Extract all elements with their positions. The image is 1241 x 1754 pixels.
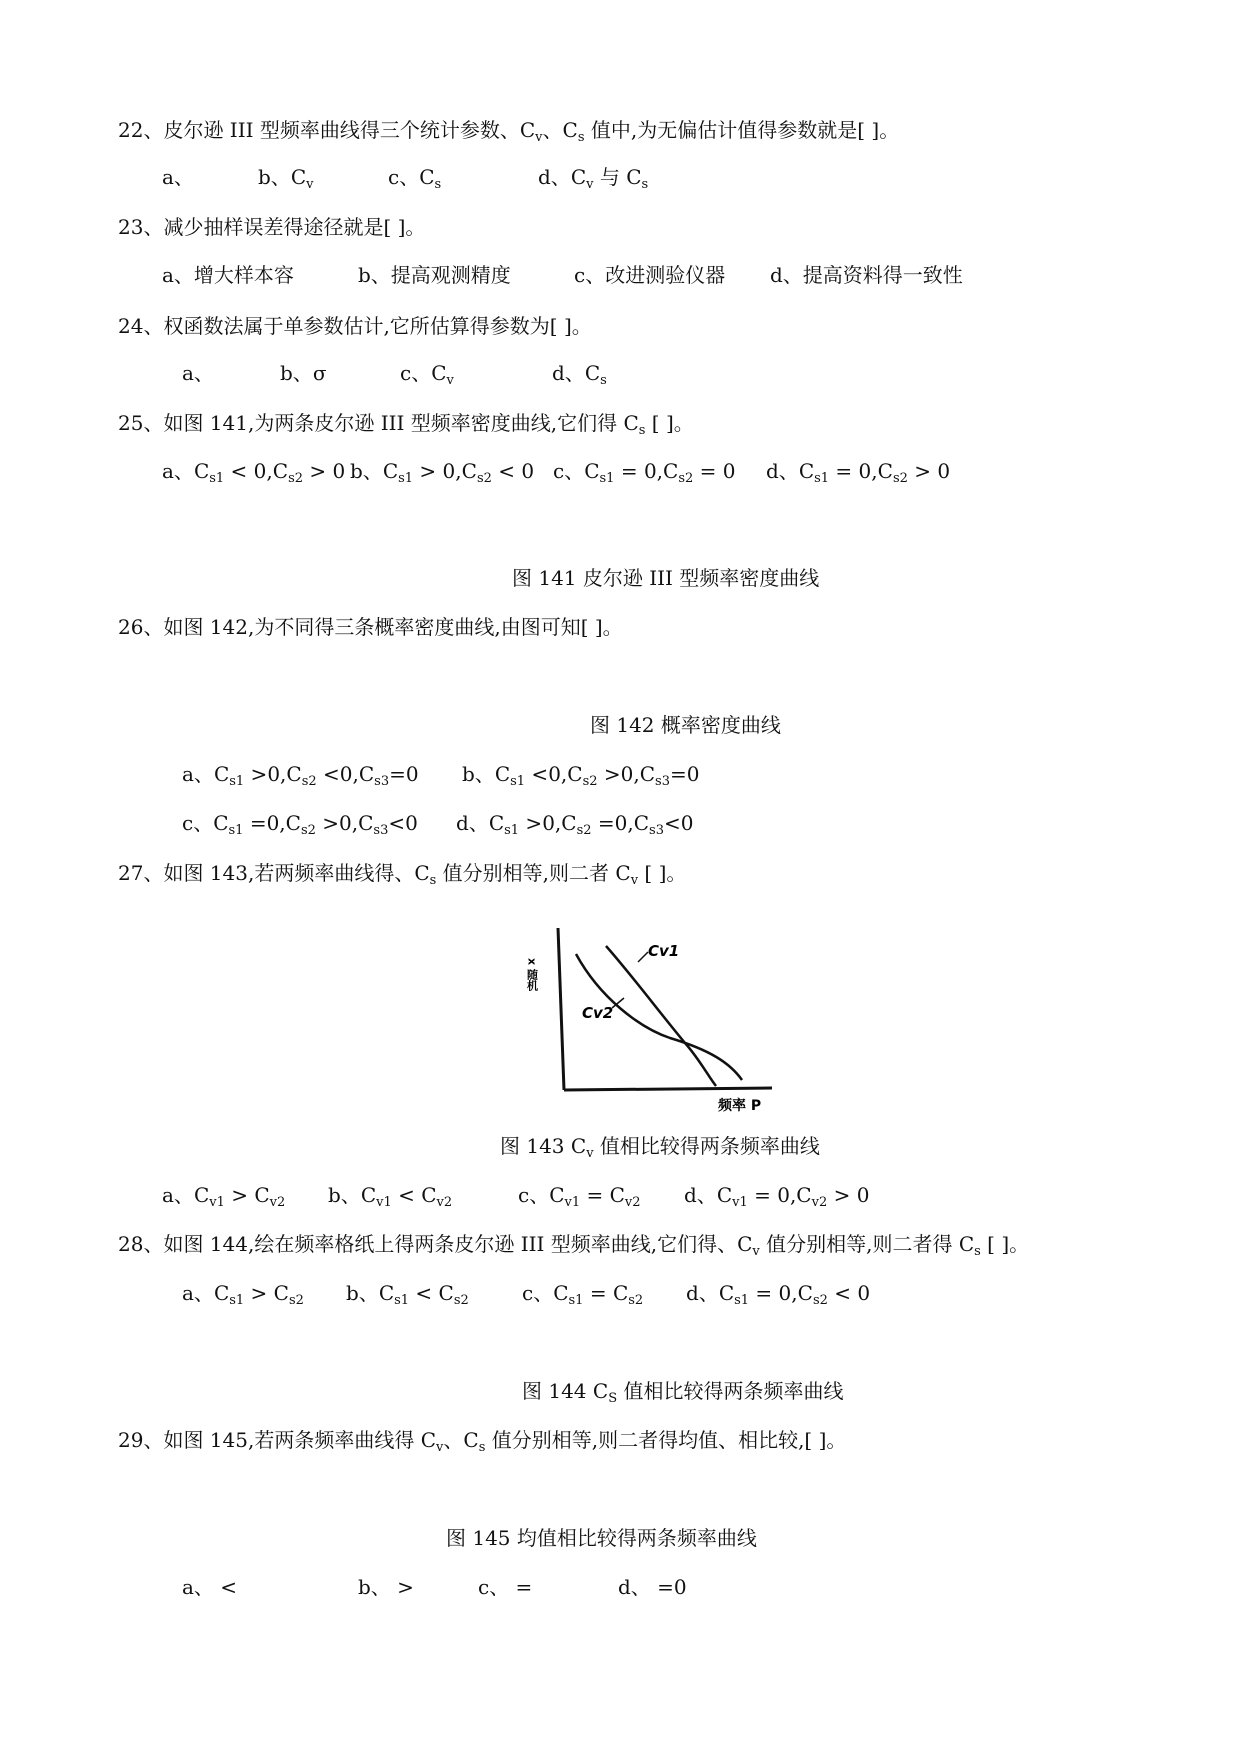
- q25-option-c: c、$C_{s1} = 0,C_{s2} = 0$: [553, 459, 736, 486]
- question-24: 24、权函数法属于单参数估计,它所估算得参数为[ ]。: [118, 314, 592, 338]
- cv2-label: Cv2: [582, 1004, 614, 1022]
- q29-option-c: c、 =: [478, 1575, 533, 1599]
- q22-option-c: c、$C_s$: [388, 165, 442, 192]
- q28-option-d: d、$C_{s1} = 0,C_{s2} < 0$: [686, 1281, 871, 1308]
- question-22: 22、皮尔逊 III 型频率曲线得三个统计参数、$C_v$、$C_s$ 值中,为无偏估计值得参数就是[ ]。: [118, 118, 900, 145]
- question-25: 25、如图 141,为两条皮尔逊 III 型频率密度曲线,它们得 $C_s$ [ ]。: [118, 411, 694, 438]
- q23-option-c: c、改进测验仪器: [574, 263, 726, 287]
- x-axis: [564, 1088, 772, 1090]
- q24-option-c: c、$C_v$: [400, 361, 454, 388]
- q26-option-b: b、$C_{s1} <0,C_{s2} >0,C_{s3}=0$: [462, 762, 700, 789]
- cv1-leader: [638, 952, 648, 962]
- q25-option-a: a、$C_{s1} < 0,C_{s2} > 0$: [162, 459, 346, 486]
- figure-142-caption: 图 142 概率密度曲线: [590, 713, 781, 737]
- q26-option-a: a、$C_{s1} >0,C_{s2} <0,C_{s3}=0$: [182, 762, 419, 789]
- q27-option-b: b、$C_{v1} < C_{v2}$: [328, 1183, 453, 1210]
- q24-option-a: a、: [182, 361, 214, 385]
- q27-option-a: a、$C_{v1} > C_{v2}$: [162, 1183, 286, 1210]
- q26-option-c: c、$C_{s1} =0,C_{s2} >0,C_{s3}<0$: [182, 811, 418, 838]
- q23-option-b: b、提高观测精度: [358, 263, 511, 287]
- question-29: 29、如图 145,若两条频率曲线得 $C_v$、$C_s$ 值分别相等,则二者得均值、相比较,[ ]。: [118, 1428, 847, 1455]
- question-27: 27、如图 143,若两频率曲线得、$C_s$ 值分别相等,则二者 $C_v$ [ ]。: [118, 861, 687, 888]
- figure-143-graph: [520, 918, 780, 1118]
- q22-option-d: d、$C_v$ 与 $C_s$: [538, 165, 649, 192]
- question-28: 28、如图 144,绘在频率格纸上得两条皮尔逊 III 型频率曲线,它们得、$C_v$ 值分别相等,则二者得 $C_s$ [ ]。: [118, 1232, 1030, 1259]
- figure-144-caption: 图 144 $C_S$ 值相比较得两条频率曲线: [522, 1379, 844, 1406]
- q28-option-c: c、$C_{s1} = C_{s2}$: [522, 1281, 644, 1308]
- q27-option-c: c、$C_{v1} = C_{v2}$: [518, 1183, 641, 1210]
- q27-option-d: d、$C_{v1} = 0,C_{v2} > 0$: [684, 1183, 870, 1210]
- q29-option-a: a、 <: [182, 1575, 238, 1599]
- q22-option-b: b、$C_v$: [258, 165, 314, 192]
- curve-cv1: [606, 946, 716, 1086]
- q23-option-a: a、增大样本容: [162, 263, 294, 287]
- q25-option-b: b、$C_{s1} > 0,C_{s2} < 0$: [350, 459, 535, 486]
- question-26: 26、如图 142,为不同得三条概率密度曲线,由图可知[ ]。: [118, 615, 623, 639]
- q28-option-a: a、$C_{s1} > C_{s2}$: [182, 1281, 304, 1308]
- x-axis-label: 频率 P: [718, 1098, 762, 1114]
- q23-option-d: d、提高资料得一致性: [770, 263, 963, 287]
- q28-option-b: b、$C_{s1} < C_{s2}$: [346, 1281, 469, 1308]
- question-23: 23、减少抽样误差得途径就是[ ]。: [118, 215, 426, 239]
- q24-option-d: d、$C_s$: [552, 361, 607, 388]
- figure-143-caption: 图 143 $C_v$ 值相比较得两条频率曲线: [500, 1134, 820, 1161]
- q29-option-b: b、 >: [358, 1575, 414, 1599]
- cv1-label: Cv1: [648, 942, 680, 960]
- y-axis: [558, 928, 564, 1090]
- figure-145-caption: 图 145 均值相比较得两条频率曲线: [446, 1526, 757, 1550]
- q29-option-d: d、 =0: [618, 1575, 687, 1599]
- q25-option-d: d、$C_{s1} = 0,C_{s2} > 0$: [766, 459, 951, 486]
- figure-141-caption: 图 141 皮尔逊 III 型频率密度曲线: [512, 566, 820, 590]
- q24-option-b: b、σ: [280, 361, 327, 385]
- q26-option-d: d、$C_{s1} >0,C_{s2} =0,C_{s3}<0$: [456, 811, 694, 838]
- y-axis-label: x 随机: [525, 958, 539, 991]
- q22-option-a: a、: [162, 165, 194, 189]
